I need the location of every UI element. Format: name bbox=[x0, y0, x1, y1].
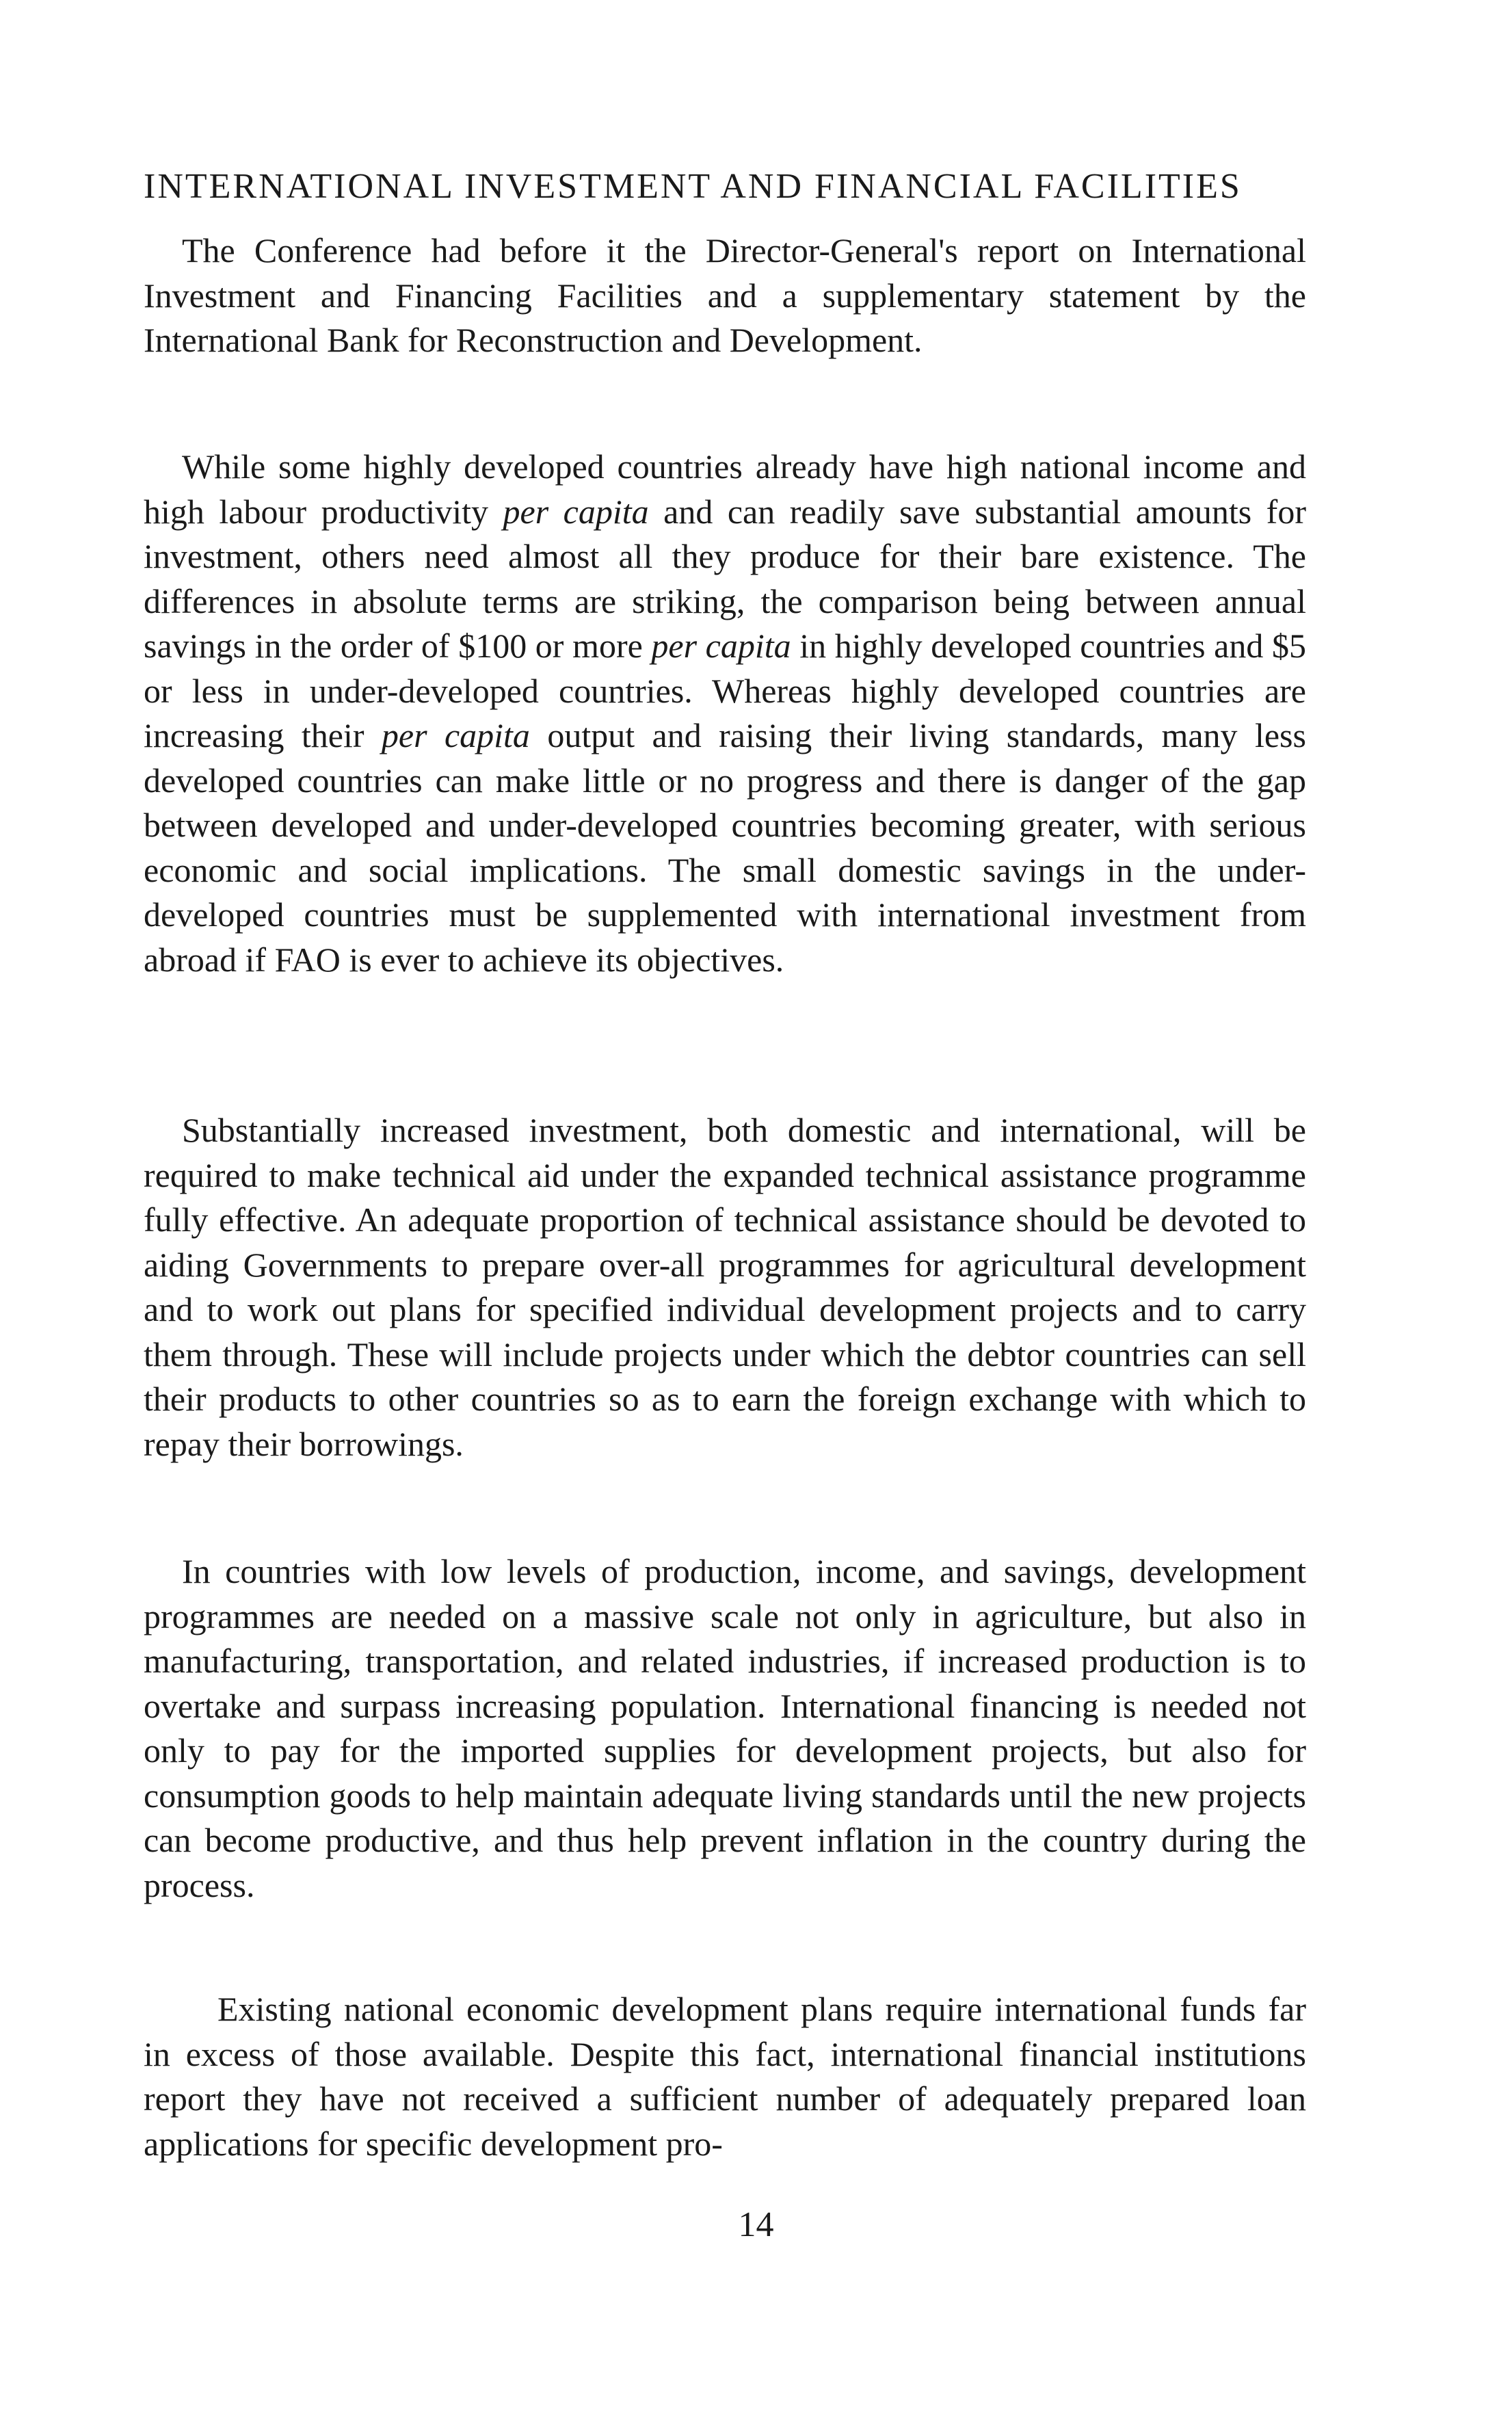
paragraph-loan-applications: Existing national economic development plans require international funds far in excess of those available. Despite this fact, international financial institutions report they have not received a sufficient number of adequately prepared loan applications for specific development pro- bbox=[144, 1990, 1306, 2163]
page-number: 14 bbox=[738, 2205, 774, 2244]
paragraph-technical-assistance: Substantially increased investment, both domestic and international, will be required to make technical aid under the expanded technical assistance programme fully effective. An adequate proportion of technical assistance should be devoted to aiding Governments to prepare over-all programmes for agricultural development and to work out plans for specified individual development projects and to carry them through. These will include projects under which the debtor countries can sell their products to other countries so as to earn the foreign exchange with which to repay their borrowings. bbox=[144, 1111, 1306, 1463]
paragraph-savings-comparison bbox=[144, 445, 1306, 982]
italic-term: per capita bbox=[503, 492, 649, 531]
text-run: and can readily save substantial amounts for investment, others need almost all they produce for their bare existence. The differences in absolute terms are striking, the comparison being between annual savings in the order of $100 or more bbox=[144, 492, 1306, 665]
section-heading: INTERNATIONAL INVESTMENT AND FINANCIAL FACILITIES bbox=[144, 167, 1242, 206]
text-run: in highly developed countries and $5 or less in under-developed countries. Whereas highly developed countries are increasing their bbox=[144, 627, 1306, 754]
text-run: output and raising their living standards, many less developed countries can make little or no progress and there is danger of the gap between developed and under-developed countries becoming greater, with serious economic and social implications. The small domestic savings in the under-developed countries must be supplemented with international investment from abroad if FAO is ever to achieve its objectives. bbox=[144, 716, 1306, 979]
italic-term: per capita bbox=[651, 627, 791, 665]
text-run: While some highly developed countries already have high national income and high labour productivity bbox=[144, 447, 1306, 531]
paragraph-conference-report: The Conference had before it the Director-General's report on International Investment and Financing Facilities and a supplementary statement by the International Bank for Reconstruction and Development. bbox=[144, 231, 1306, 359]
paragraph-development-programmes: In countries with low levels of production, income, and savings, development programmes are needed on a massive scale not only in agriculture, but also in manufacturing, transportation, and related industries, if increased production is to overtake and surpass increasing population. International financing is needed not only to pay for the imported supplies for development projects, but also for consumption goods to help maintain adequate living standards until the new projects can become productive, and thus help prevent inflation in the country during the process. bbox=[144, 1552, 1306, 1904]
italic-term: per capita bbox=[381, 716, 530, 754]
